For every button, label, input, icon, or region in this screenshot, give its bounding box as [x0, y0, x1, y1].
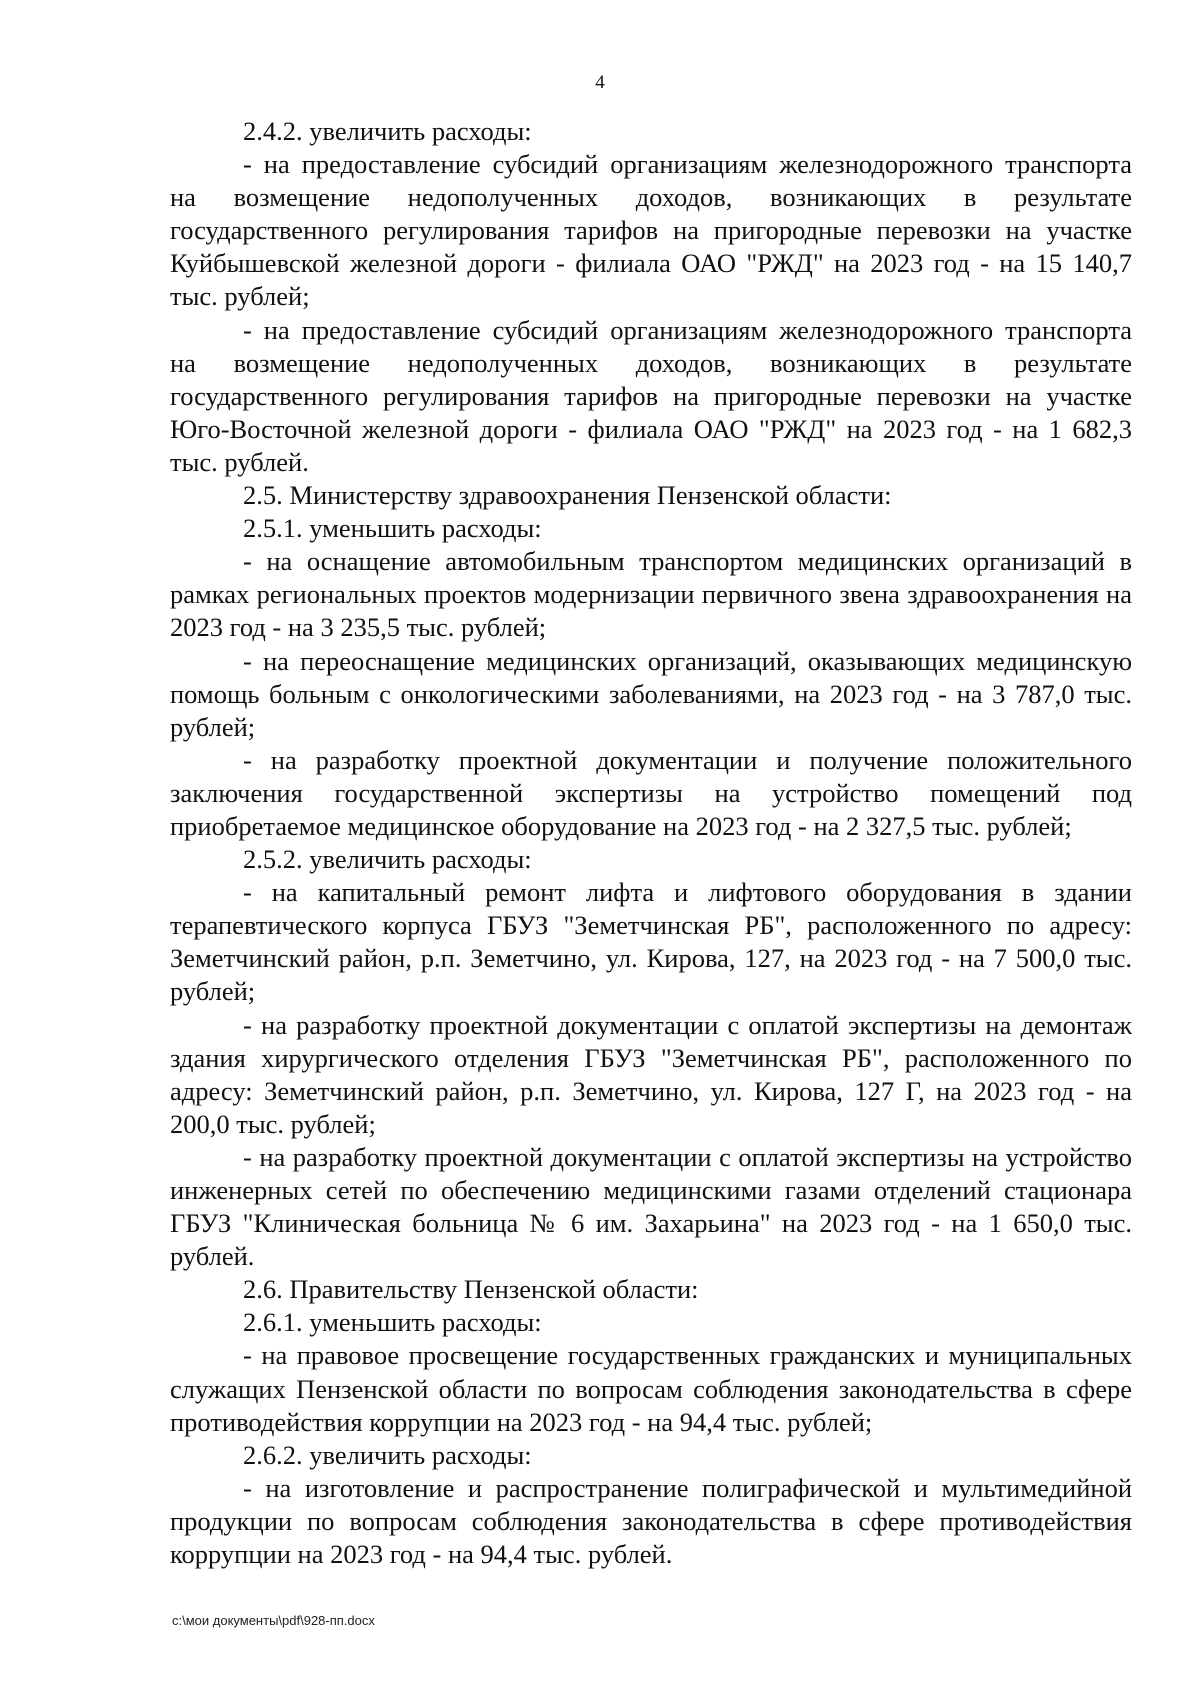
document-body [170, 115, 1132, 1571]
paragraph-oncology-reequipment: - на переоснащение медицинских организаций, оказывающих медицинскую помощь больным с онкологическими заболеваниями, на 2023 год - на 3 787,0 тыс. рублей; [170, 645, 1132, 742]
paragraph-medical-gas-docs: - на разработку проектной документации с оплатой экспертизы на устройство инженерных сетей по обеспечению медицинскими газами отделений стационара ГБУЗ "Клиническая больница № 6 им. Захарьина" на 2023 год - на 1 650,0 тыс. рублей. [170, 1141, 1132, 1272]
paragraph-elevator-repair: - на капитальный ремонт лифта и лифтового оборудования в здании терапевтического корпуса ГБУЗ "Земетчинская РБ", расположенного по адресу: Земетчинский район, р.п. Земетчино, ул. Кирова, 127, на 2023 год - на 7 500,0 тыс. рублей; [170, 877, 1132, 1007]
paragraph-subsidy-kuibyshev: - на предоставление субсидий организациям железнодорожного транспорта на возмещение недополученных доходов, возникающих в результате государственного регулирования тарифов на пригородные перевозки на участке Куйбышевской железной дороги - филиала ОАО "РЖД" на 2023 год - на 15 140,7 тыс. рублей; [170, 149, 1132, 312]
paragraph-2-5-2: 2.5.2. увеличить расходы: [243, 844, 532, 875]
paragraph-project-documentation: - на разработку проектной документации и получение положительного заключения государственной экспертизы на устройство помещений под приобретаемое медицинское оборудование на 2023 год - на 2 327,5 тыс. рублей; [170, 744, 1132, 841]
paragraph-2-5-1: 2.5.1. уменьшить расходы: [243, 513, 542, 544]
paragraph-2-4-2: 2.4.2. увеличить расходы: [243, 116, 532, 146]
footer-file-path: c:\мои документы\pdf\928-пп.docx [172, 1613, 375, 1628]
paragraph-legal-education: - на правовое просвещение государственных гражданских и муниципальных служащих Пензенской области по вопросам соблюдения законодательства в сфере противодействия коррупции на 2023 год - на 94,4 тыс. рублей; [170, 1340, 1132, 1437]
paragraph-subsidy-south-east: - на предоставление субсидий организациям железнодорожного транспорта на возмещение недополученных доходов, возникающих в результате государственного регулирования тарифов на пригородные перевозки на участке Юго-Восточной железной дороги - филиала ОАО "РЖД" на 2023 год - на 1 682,3 тыс. рублей. [170, 314, 1132, 477]
page-number: 4 [595, 72, 605, 93]
paragraph-demolition-docs: - на разработку проектной документации с оплатой экспертизы на демонтаж здания хирургического отделения ГБУЗ "Земетчинская РБ", расположенного по адресу: Земетчинский район, р.п. Земетчино, ул. Кирова, 127 Г, на 2023 год - на 200,0 тыс. рублей; [170, 1009, 1132, 1139]
paragraph-2-6-1: 2.6.1. уменьшить расходы: [243, 1307, 542, 1338]
paragraph-2-6-2: 2.6.2. увеличить расходы: [243, 1439, 532, 1470]
paragraph-2-6: 2.6. Правительству Пензенской области: [243, 1274, 699, 1305]
paragraph-vehicle-equipment: - на оснащение автомобильным транспортом медицинских организаций в рамках региональных проектов модернизации первичного звена здравоохранения на 2023 год - на 3 235,5 тыс. рублей; [170, 546, 1132, 643]
paragraph-2-5: 2.5. Министерству здравоохранения Пензенской области: [243, 480, 892, 511]
paragraph-printing-production: - на изготовление и распространение полиграфической и мультимедийной продукции по вопросам соблюдения законодательства в сфере противодействия коррупции на 2023 год - на 94,4 тыс. рублей. [170, 1472, 1132, 1570]
